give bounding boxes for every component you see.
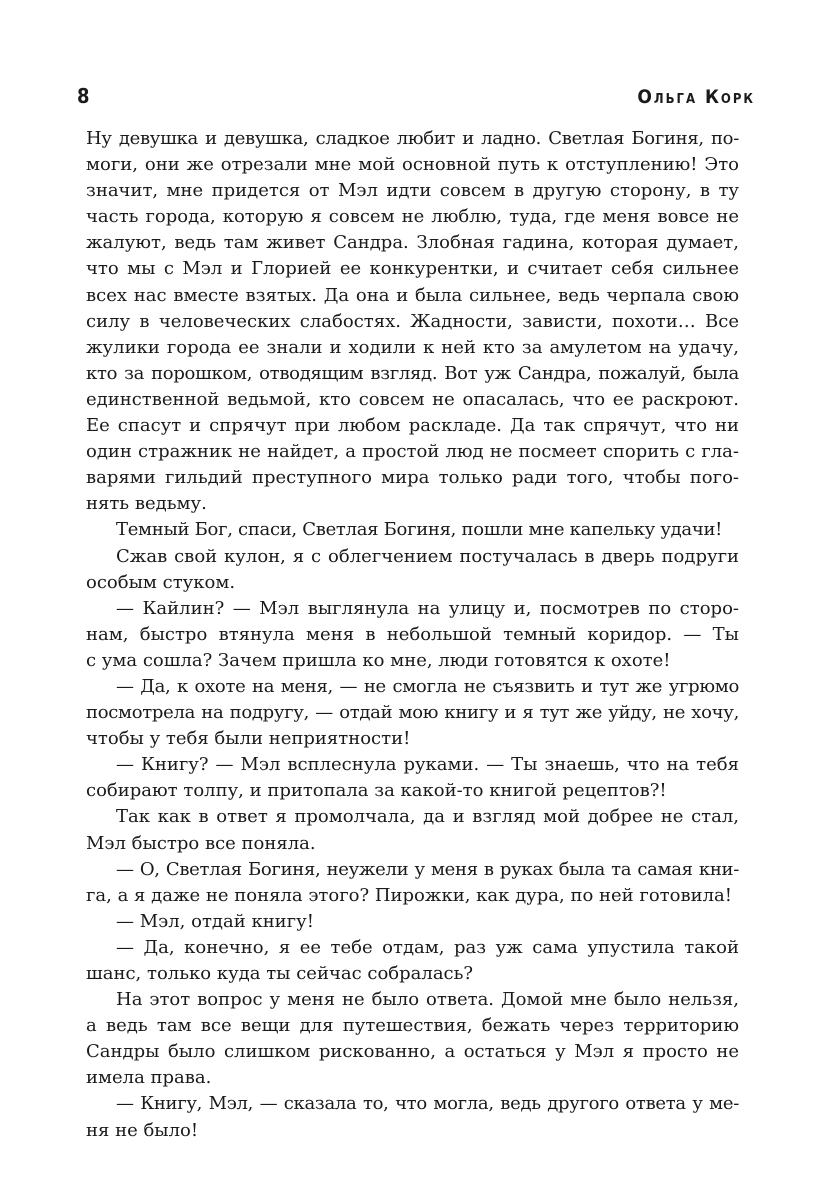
text-line: — Книгу, Мэл, — сказала то, что могла, ведь другого ответа у ме- [116, 1093, 739, 1115]
text-line: Ее спасут и спрячут при любом раскладе. Да так спрячут, что ни [86, 415, 739, 437]
text-line: Темный Бог, спаси, Светлая Богиня, пошли мне капельку удачи! [116, 519, 723, 541]
text-line: Сжав свой кулон, я с облегчением постучалась в дверь подруги [116, 545, 739, 567]
text-line: что мы с Мэл и Глорией ее конкурентки, и считает себя сильнее [86, 258, 739, 280]
text-line: посмотрела на подругу, — отдай мою книгу и я тут же уйду, не хочу, [86, 702, 739, 724]
text-line: — О, Светлая Богиня, неужели у меня в руках была та самая кни- [116, 858, 739, 880]
text-line: чтобы у тебя были неприятности! [86, 728, 411, 750]
text-line: силу в человеческих слабостях. Жадности, зависти, похоти… Все [86, 310, 739, 332]
text-line: единственной ведьмой, кто совсем не опасалась, что ее раскроют. [86, 388, 739, 410]
running-head-author: Ольга Корк [637, 86, 755, 108]
text-line: с ума сошла? Зачем пришла ко мне, люди готовятся к охоте! [86, 649, 671, 671]
body-text [86, 126, 739, 1144]
text-line: ня не было! [86, 1119, 199, 1141]
text-line: Ну девушка и девушка, сладкое любит и ладно. Светлая Богиня, по- [86, 128, 739, 149]
text-line: особым стуком. [86, 571, 236, 593]
text-line: а ведь там все вещи для путешествия, бежать через территорию [86, 1015, 739, 1037]
text-line: — Книгу? — Мэл всплеснула руками. — Ты знаешь, что на тебя [116, 754, 739, 776]
text-line: шанс, только куда ты сейчас собралась? [86, 963, 474, 984]
text-line: Так как в ответ я промолчала, да и взгляд мой добрее не стал, [116, 806, 739, 828]
text-line: — Кайлин? — Мэл выглянула на улицу и, посмотрев по сторо- [116, 597, 739, 619]
text-line: имела права. [86, 1067, 212, 1089]
text-line: жулики города ее знали и ходили к ней кто за амулетом на удачу, [86, 336, 739, 358]
page-number: 8 [77, 84, 91, 108]
text-line: варями гильдий преступного мира только ради того, чтобы пого- [86, 467, 739, 489]
text-line: га, а я даже не поняла этого? Пирожки, как дура, по ней готовила! [86, 884, 732, 906]
text-line: На этот вопрос у меня не было ответа. Домой мне было нельзя, [116, 989, 739, 1011]
text-line: часть города, которую я совсем не люблю, туда, где меня вовсе не [86, 206, 739, 228]
text-line: собирают толпу, и притопала за какой-то книгой рецептов?! [86, 780, 667, 802]
text-line: Сандры было слишком рискованно, а остаться у Мэл я просто не [86, 1041, 739, 1063]
text-line: — Да, конечно, я ее тебе отдам, раз уж сама упустила такой [116, 936, 739, 958]
text-line: — Да, к охоте на меня, — не смогла не съязвить и тут же угрюмо [116, 675, 739, 697]
text-line: всех нас вместе взятых. Да она и была сильнее, ведь черпала свою [86, 284, 739, 306]
text-line: один стражник не найдет, а простой люд не посмеет спорить с гла- [86, 441, 739, 463]
text-line: Мэл быстро все поняла. [86, 832, 316, 854]
text-line: кто за порошком, отводящим взгляд. Вот уж Сандра, пожалуй, была [86, 362, 739, 384]
text-line: — Мэл, отдай книгу! [116, 910, 314, 932]
text-line: значит, мне придется от Мэл идти совсем в другую сторону, в ту [86, 180, 739, 202]
text-line: моги, они же отрезали мне мой основной путь к отступлению! Это [86, 154, 739, 176]
text-line: жалуют, ведь там живет Сандра. Злобная гадина, которая думает, [86, 232, 739, 254]
text-line: нять ведьму. [86, 493, 207, 515]
text-line: нам, быстро втянула меня в небольшой темный коридор. — Ты [86, 623, 739, 645]
running-header [77, 84, 755, 108]
